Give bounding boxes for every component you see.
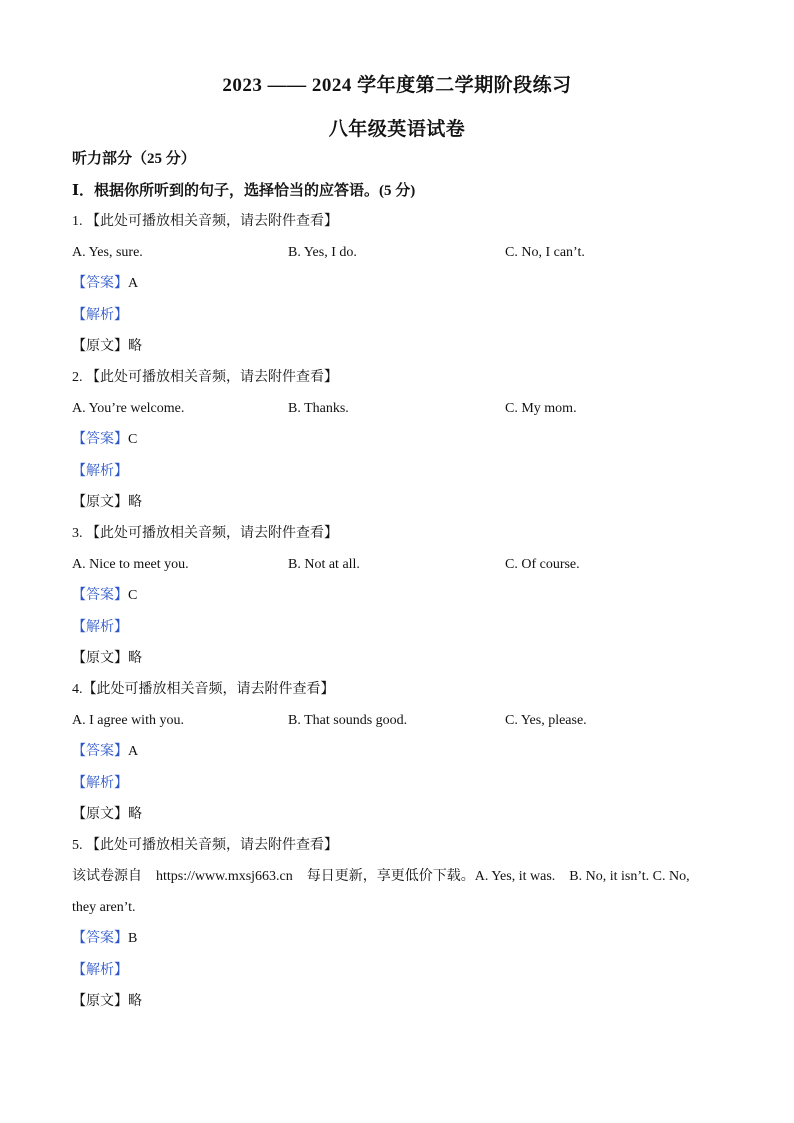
answer-label: 【答案】 <box>72 744 128 759</box>
question-5-options-line-2: they aren’t. <box>72 900 136 915</box>
original-value: 略 <box>128 339 142 354</box>
question-3-answer <box>72 587 137 605</box>
question-2-analysis-label: 【解析】 <box>72 464 128 479</box>
answer-value: A <box>128 276 139 291</box>
document-title: 2023 —— 2024 学年度第二学期阶段练习 <box>222 75 572 96</box>
question-1-option-c: C. No, I can’t. <box>505 245 585 260</box>
question-5-original <box>72 993 142 1011</box>
question-5-answer <box>72 930 137 948</box>
document-subtitle: 八年级英语试卷 <box>328 119 466 140</box>
answer-value: C <box>128 432 138 447</box>
question-5-options-line-1: 该试卷源自 https://www.mxsj663.cn 每日更新，享更低价下载。A. Yes, it was. B. No, it isn’t. C. No, <box>72 869 690 884</box>
question-4-analysis-label: 【解析】 <box>72 776 128 791</box>
answer-label: 【答案】 <box>72 588 128 603</box>
question-1-option-b: B. Yes, I do. <box>288 245 357 260</box>
question-1-option-a: A. Yes, sure. <box>72 245 143 260</box>
answer-label: 【答案】 <box>72 931 128 946</box>
question-2-option-c: C. My mom. <box>505 401 577 416</box>
original-value: 略 <box>128 994 142 1009</box>
question-3-option-c: C. Of course. <box>505 557 580 572</box>
question-5-prompt: 5. 【此处可播放相关音频，请去附件查看】 <box>72 838 338 853</box>
original-label: 【原文】 <box>72 807 128 822</box>
question-3-option-b: B. Not at all. <box>288 557 360 572</box>
original-value: 略 <box>128 651 142 666</box>
original-label: 【原文】 <box>72 339 128 354</box>
question-1-original <box>72 338 142 356</box>
answer-value: B <box>128 931 138 946</box>
question-2-option-b: B. Thanks. <box>288 401 349 416</box>
answer-label: 【答案】 <box>72 432 128 447</box>
question-3-original <box>72 650 142 668</box>
question-4-prompt: 4.【此处可播放相关音频，请去附件查看】 <box>72 682 335 697</box>
answer-label: 【答案】 <box>72 276 128 291</box>
answer-value: A <box>128 744 139 759</box>
question-4-option-c: C. Yes, please. <box>505 713 587 728</box>
original-value: 略 <box>128 495 142 510</box>
question-5-analysis-label: 【解析】 <box>72 963 128 978</box>
question-2-option-a: A. You’re welcome. <box>72 401 185 416</box>
question-4-option-b: B. That sounds good. <box>288 713 408 728</box>
answer-value: C <box>128 588 138 603</box>
question-2-original <box>72 494 142 512</box>
question-4-answer <box>72 743 138 761</box>
section-heading: 听力部分（25 分） <box>72 151 196 167</box>
question-1-prompt: 1. 【此处可播放相关音频，请去附件查看】 <box>72 214 338 229</box>
question-3-analysis-label: 【解析】 <box>72 620 128 635</box>
question-3-prompt: 3. 【此处可播放相关音频，请去附件查看】 <box>72 526 338 541</box>
original-label: 【原文】 <box>72 495 128 510</box>
question-1-answer <box>72 275 138 293</box>
question-2-prompt: 2. 【此处可播放相关音频，请去附件查看】 <box>72 370 338 385</box>
original-label: 【原文】 <box>72 651 128 666</box>
question-3-option-a: A. Nice to meet you. <box>72 557 189 572</box>
question-4-option-a: A. I agree with you. <box>72 713 184 728</box>
part-heading: Ⅰ．根据你所听到的句子，选择恰当的应答语。(5 分) <box>72 183 416 199</box>
original-value: 略 <box>128 807 142 822</box>
question-4-original <box>72 806 142 824</box>
original-label: 【原文】 <box>72 994 128 1009</box>
question-1-analysis-label: 【解析】 <box>72 308 128 323</box>
question-2-answer <box>72 431 137 449</box>
